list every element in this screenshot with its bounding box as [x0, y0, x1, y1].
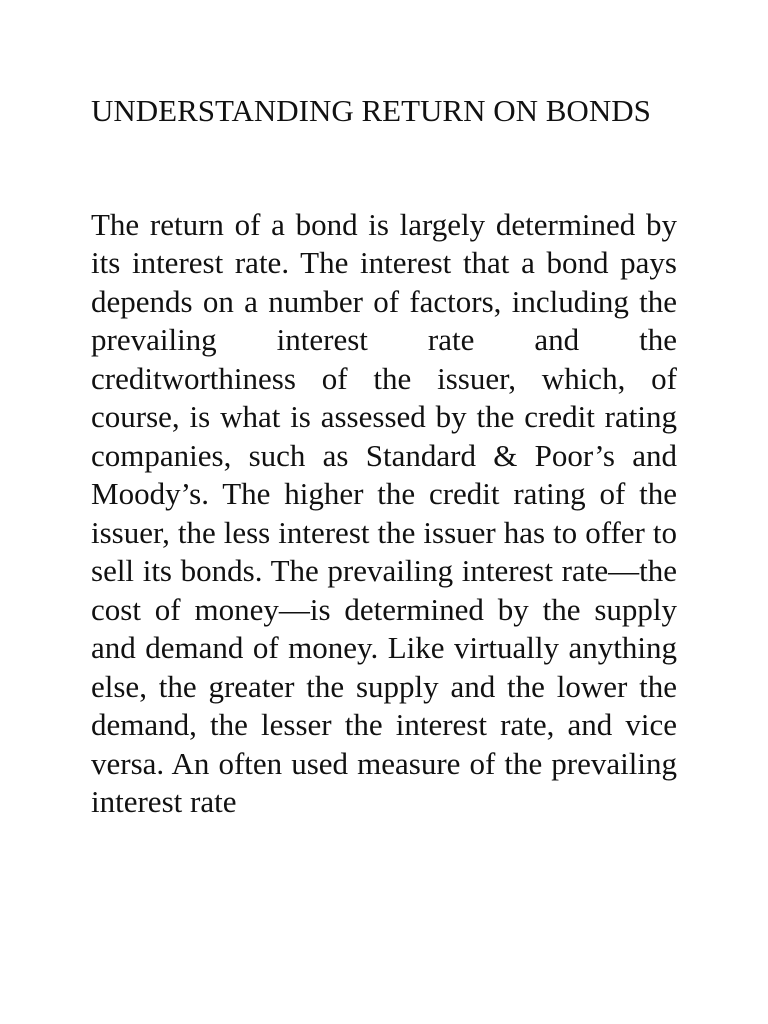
document-content	[91, 92, 677, 822]
chapter-title: UNDERSTANDING RETURN ON BONDS	[91, 93, 651, 128]
body-paragraph: The return of a bond is largely determined by its interest rate. The interest that a bond pays depends on a number of factors, including the prevailing interest rate and the creditworthiness of the issuer, which, of course, is what is assessed by the credit rating companies, such as Standard & Poor’s and Moody’s. The higher the credit rating of the issuer, the less interest the issuer has to offer to sell its bonds. The prevailing interest rate—the cost of money—is determined by the supply and demand of money. Like virtually anything else, the greater the supply and the lower the demand, the lesser the interest rate, and vice versa. An often used measure of the prevailing interest rate	[91, 206, 677, 819]
